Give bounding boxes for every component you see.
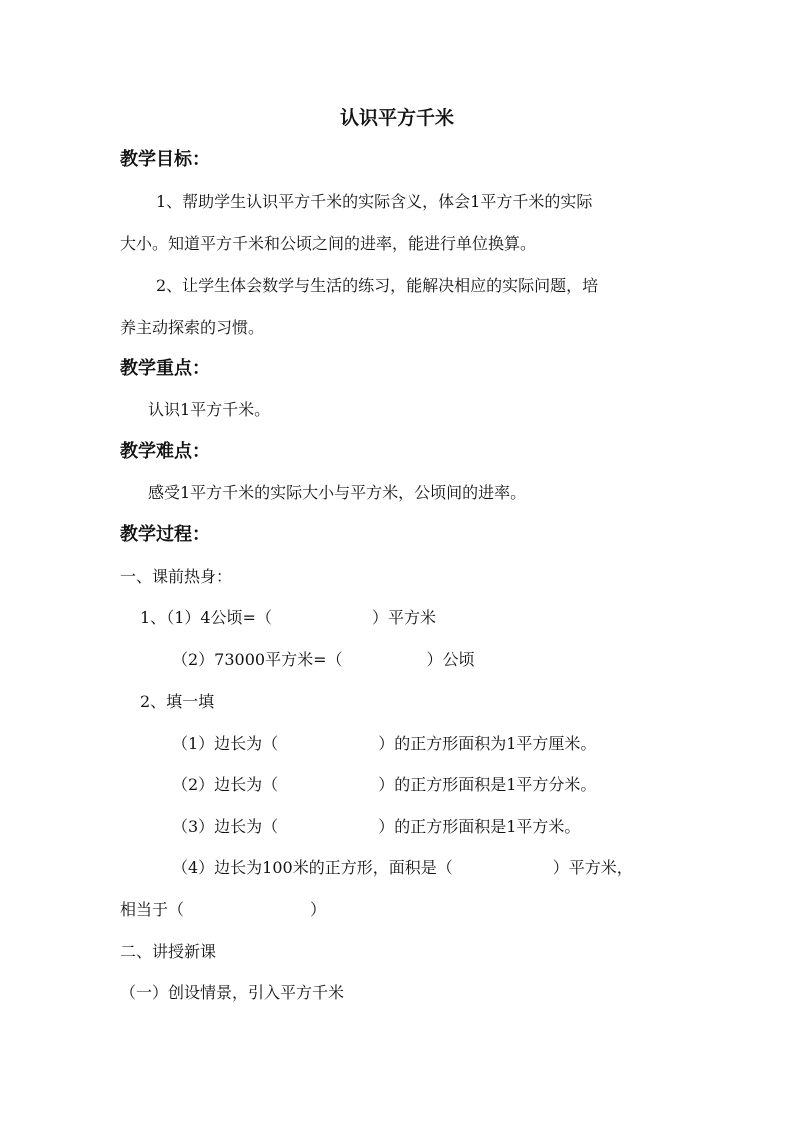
objective-1-line-2: 大小。知道平方千米和公顷之间的进率，能进行单位换算。 xyxy=(120,234,537,253)
question-2-4 xyxy=(172,856,633,880)
question-2-4-tail-2: ） xyxy=(310,900,327,919)
question-2-heading: 2、填一填 xyxy=(140,692,215,711)
question-1-2-lead: （2）73000平方米=（ xyxy=(172,650,343,669)
objective-2-line-1: 2、让学生体会数学与生活的练习，能解决相应的实际问题，培 xyxy=(156,276,599,295)
question-1-1 xyxy=(140,606,436,630)
question-2-1 xyxy=(172,732,596,756)
part-1-heading: 一、课前热身： xyxy=(120,567,233,586)
key-point-heading: 教学重点： xyxy=(120,358,210,379)
part-2-heading: 二、讲授新课 xyxy=(120,942,217,961)
difficulty-heading: 教学难点： xyxy=(120,441,210,462)
key-point-text: 认识1平方千米。 xyxy=(148,400,271,419)
difficulty-text: 感受1平方千米的实际大小与平方米，公顷间的进率。 xyxy=(148,483,527,502)
question-1-1-tail: ）平方米 xyxy=(371,608,436,627)
question-2-3 xyxy=(172,815,580,839)
question-1-1-lead: （1）4公顷=（ xyxy=(166,608,272,627)
question-2-3-lead: （3）边长为（ xyxy=(172,817,279,836)
question-1-2 xyxy=(172,648,475,672)
question-1-2-tail: ）公顷 xyxy=(426,650,475,669)
objectives-heading: 教学目标： xyxy=(120,149,210,170)
question-2-2-lead: （2）边长为（ xyxy=(172,775,279,794)
process-heading: 教学过程： xyxy=(120,524,210,545)
objective-2-line-2: 养主动探索的习惯。 xyxy=(120,318,265,337)
question-2-3-tail: ）的正方形面积是1平方米。 xyxy=(378,817,581,836)
objective-1-line-1: 1、帮助学生认识平方千米的实际含义，体会1平方千米的实际 xyxy=(156,192,593,211)
question-2-4-lead-2: 相当于（ xyxy=(120,900,185,919)
subsection-1-heading: （一）创设情景，引入平方千米 xyxy=(120,983,345,1002)
question-1-prefix: 1、 xyxy=(140,608,167,627)
question-2-4-tail: ）平方米， xyxy=(552,858,633,877)
page-title: 认识平方千米 xyxy=(339,107,454,129)
question-2-4-continued xyxy=(120,898,326,922)
question-2-1-tail: ）的正方形面积为1平方厘米。 xyxy=(378,734,597,753)
question-2-2-tail: ）的正方形面积是1平方分米。 xyxy=(378,775,597,794)
question-2-4-lead: （4）边长为100米的正方形，面积是（ xyxy=(172,858,453,877)
question-2-1-lead: （1）边长为（ xyxy=(172,734,279,753)
question-2-2 xyxy=(172,773,596,797)
